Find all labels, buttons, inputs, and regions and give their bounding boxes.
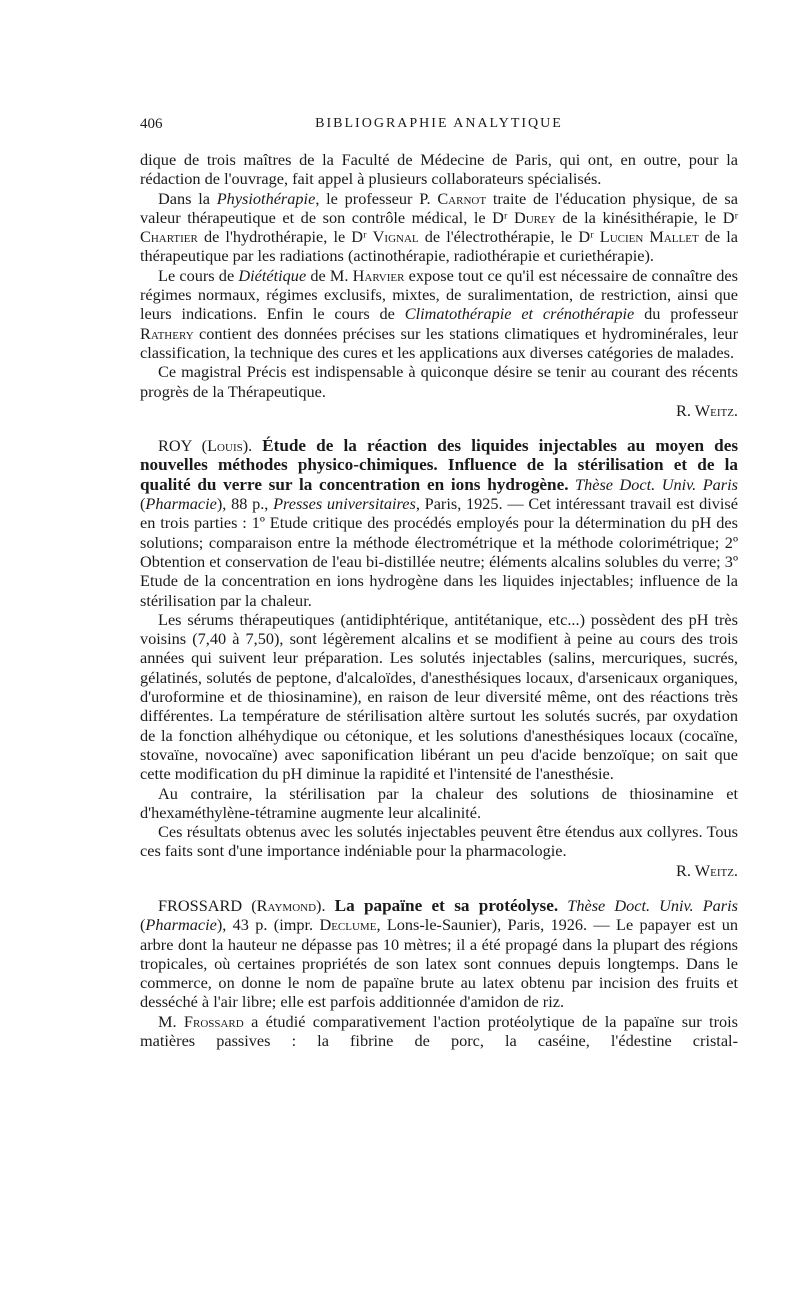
entry-title: Étude de la réaction des liquides injectables au moyen des nouvelles méthodes physico-chimiques. Influence de la stérilisation et de la qualité du verre sur la concentration en ions hydrogène. [140,436,739,494]
author-name: Frossard [183,1011,244,1031]
bibliography-entry-frossard: FROSSARD (Raymond). La papaïne et sa protéolyse. Thèse Doct. Univ. Paris (Pharmacie), 43 p. (impr. Declume, Lons-le-Saunier), Paris, 1926. — Le papayer est un arbre dont la hauteur ne dépasse pas 10 mètres; il a été propagé dans la plupart des régions tropicales, où certaines propriétés de son latex sont connues depuis longtemps. Dans le commerce, on donne le nom de papaïne brute au latex obtenu par incision des fruits et desséché à l'air libre; elle est parfois additionnée d'amidon de riz. [140,895,739,1012]
author-name: Harvier [352,265,405,285]
text: Les sérums thérapeutiques (antidiphtérique, antitétanique, etc...) possèdent des pH très voisins (7,40 à 7,50), sont légèrement alcalins et se modifient à peine au cours des trois années qui suivent leur préparation. Les solutés injectables (salins, mercuriques, sucrés, gélatinés, solutés de peptone, d'alcaloïdes, d'anesthésiques locaux, d'arsenicaux organiques, d'uroformine et de thiosinamine), en raison de leur diversité même, ont des réactions très différentes. La température de stérilisation altère surtout les solutés sucrés, par oxydation de la fonction alhéhydique ou cétonique, et les solutions d'anesthésiques locaux (cocaïne, stovaïne, novocaïne) avec saponification libérant un peu d'acide benzoïque; on sait que cette modification du pH diminue la rapidité et l'intensité de l'anesthésie. [140,609,738,784]
entry-thesis: Thèse Doct. Univ. Paris [575,474,738,494]
text: Le cours de [158,265,239,285]
signature: R. Weitz. [676,860,738,880]
author-name: Durey [513,207,556,227]
entry-firstname: Raymond [256,895,317,915]
text: , 88 p., [222,494,274,514]
page-body [140,150,738,1050]
text: M. [158,1011,184,1031]
author-name: Vignal [372,227,419,247]
author-name: Chartier [140,227,198,247]
text: a étudié comparativement l'action protéolytique de la papaïne sur trois matières passives : la fibrine de porc, la caséine, l'édestine cristal- [140,1011,738,1051]
italic-title: Diététique [238,265,307,285]
author-name: Rathery [140,323,194,343]
text: Au contraire, la stérilisation par la chaleur des solutions de thiosinamine et d'hexaméthylène-tétramine augmente leur alcalinité. [140,783,738,822]
paragraph [140,189,738,266]
paragraph [140,362,738,420]
paragraph [140,266,738,362]
text: , 43 p. (impr. [222,915,320,935]
italic-title: Physiothérapie [216,188,316,208]
text: de l'électrothérapie, le Dʳ [418,227,600,247]
text: contient des données précises sur les stations climatiques et hydrominérales, leur classification, la technique des cures et les applications aux diverses catégories de malades. [140,323,738,362]
text: , Paris, 1925. — Cet intéressant travail est divisé en trois parties : 1º Etude critique des procédés employés pour la détermination du pH des solutions; comparaison entre la méthode électrométrique et la méthode colorimétrique; 2º Obtention et conservation de l'eau bi-distillée neutre; éléments alcalins solubles du verre; 3º Etude de la concentration en ions hydrogène dans les liquides injectables; influence de la stérilisation par la chaleur. [140,494,738,610]
entry-thesis: Thèse Doct. Univ. Paris [567,895,738,915]
text: du professeur [634,304,739,324]
text: traite de l'éducation physique, de sa valeur thérapeutique et de son contrôle médical, le Dʳ [140,188,738,227]
entry-discipline: Pharmacie [145,494,217,514]
italic-title: Climatothérapie et crénothérapie [404,304,635,324]
author-name: Lucien Mallet [599,227,699,247]
paragraph [140,610,738,784]
text: Ces résultats obtenus avec les solutés injectables peuvent être étendus aux collyres. Tous ces faits sont d'une importance indéniable pour la pharmacologie. [140,822,738,861]
bibliography-entry-roy: ROY (Louis). Étude de la réaction des liquides injectables au moyen des nouvelles méthodes physico-chimiques. Influence de la stérilisation et de la qualité du verre sur la concentration en ions hydrogène. Thèse Doct. Univ. Paris (Pharmacie), 88 p., Presses universitaires, Paris, 1925. — Cet intéressant travail est divisé en trois parties : 1º Etude critique des procédés employés pour la détermination du pH des solutions; comparaison entre la méthode électrométrique et la méthode colorimétrique; 2º Obtention et conservation de l'eau bi-distillée neutre; éléments alcalins solubles du verre; 3º Etude de la concentration en ions hydrogène dans les liquides injectables; influence de la stérilisation par la chaleur. [140,436,739,610]
entry-title: La papaïne et sa protéolyse. [334,895,559,915]
entry-discipline: Pharmacie [145,915,217,935]
entry-author: FROSSARD [158,895,243,915]
text: de l'hydrothérapie, le Dʳ [197,227,373,247]
text: de M. [306,265,353,285]
entry-firstname: Louis [207,436,243,456]
signature: R. Weitz. [676,400,738,420]
entry-publisher: Presses universitaires [273,494,416,514]
text: de la kinésithérapie, le Dʳ [555,207,739,227]
paragraph [140,150,738,189]
paragraph [140,1012,738,1051]
paragraph [140,822,738,880]
text: Dans la [158,188,217,208]
page-number: 406 [140,116,163,132]
text: de la thérapeutique par les radiations (actinothérapie, radiothérapie et curiethérapie). [140,227,738,266]
text: , le professeur P. [315,188,438,208]
page-header [140,116,738,138]
paragraph-text: dique de trois maîtres de la Faculté de Médecine de Paris, qui ont, en outre, pour la rédaction de l'ouvrage, fait appel à plusieurs collaborateurs spécialisés. [140,150,738,189]
text: expose tout ce qu'il est nécessaire de connaître des régimes normaux, régimes exclusifs, mixtes, de suralimentation, de restriction, ainsi que leurs indications. Enfin le cours de [140,265,738,324]
author-name: Carnot [437,188,487,208]
entry-printer: Declume [319,915,377,935]
text: , Lons-le-Saunier), Paris, 1926. — Le papayer est un arbre dont la hauteur ne dépasse pas 10 mètres; il a été propagé dans la plupart des régions tropicales, où certaines propriétés de son latex sont connues depuis longtemps. Dans le commerce, on donne le nom de papaïne brute au latex obtenu par incision des fruits et desséché à l'air libre; elle est parfois additionnée d'amidon de riz. [140,915,739,1012]
running-title: BIBLIOGRAPHIE ANALYTIQUE [315,116,563,131]
text: Ce magistral Précis est indispensable à quiconque désire se tenir au courant des récents progrès de la Thérapeutique. [140,362,738,401]
entry-author: ROY [158,436,192,456]
paragraph [140,784,738,823]
